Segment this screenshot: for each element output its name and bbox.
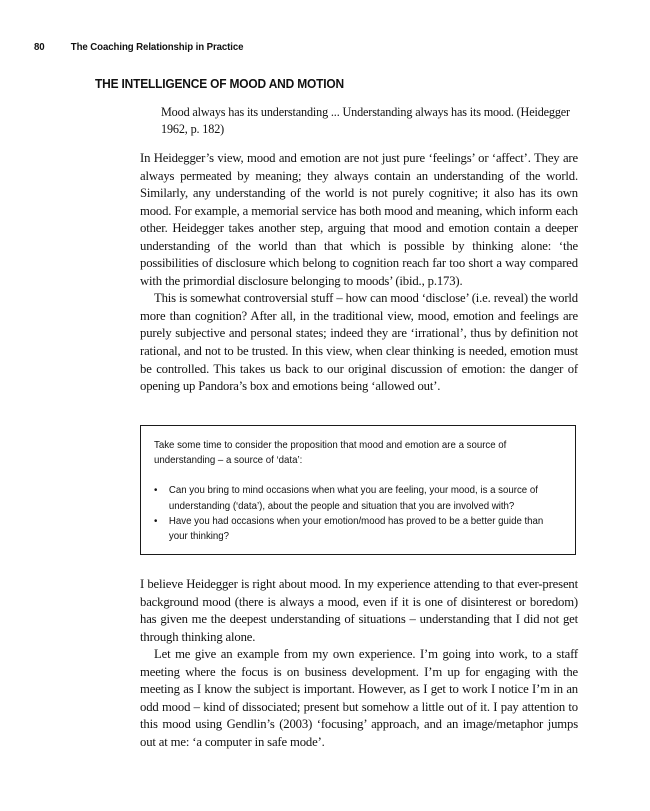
exercise-box — [140, 425, 576, 555]
section-heading: THE INTELLIGENCE OF MOOD AND MOTION — [95, 76, 344, 91]
body-text-after-box — [140, 576, 578, 751]
running-head-title: The Coaching Relationship in Practice — [70, 41, 244, 53]
paragraph-heidegger-view: In Heidegger’s view, mood and emotion are not just pure ‘feelings’ or ‘affect’. They are always permeated by meaning; they always contain an understanding of the world. Similarly, any understanding of the world is not purely cognitive; it also has its own mood. For example, a memorial service has both mood and meaning, which inform each other. Heidegger takes another step, arguing that mood and emotion contain a deeper understanding of the world than that which is possible by thinking alone: ‘the possibilities of disclosure which belong to cognition reach far too short a way compared with the primordial disclosure belonging to moods’ (ibid., p.173). — [140, 151, 578, 288]
paragraph-example: Let me give an example from my own experience. I’m going into work, to a staff meeting where the focus is on business development. I’m up for engaging with the meeting as I know the subject is important. However, as I get to work I notice I’m in an odd mood – kind of dissociated; present but somehow a little out of it. I pay attention to this mood using Gendlin’s (2003) ‘focusing’ approach, and an image/metaphor jumps out at me: ‘a computer in safe mode’. — [140, 647, 578, 749]
page-number: 80 — [34, 41, 45, 53]
exercise-bullet-list — [154, 483, 554, 544]
epigraph-text: Mood always has its understanding ... Understanding always has its mood. (Heidegger 1962, p. 182) — [161, 105, 570, 136]
running-head — [34, 41, 549, 53]
exercise-bullet-item — [154, 514, 554, 544]
exercise-intro: Take some time to consider the proposition that mood and emotion are a source of understanding – a source of ‘data’: — [154, 440, 507, 467]
paragraph-controversial: This is somewhat controversial stuff – how can mood ‘disclose’ (i.e. reveal) the world more than cognition? After all, in the traditional view, mood, emotion and feelings are purely subjective and personal states; indeed they are ‘irrational’, thus by definition not rational, and not to be trusted. In this view, when clear thinking is needed, emotion must be controlled. This takes us back to our original discussion of emotion: the danger of opening up Pandora’s box and emotions being ‘allowed out’. — [140, 291, 578, 394]
exercise-bullet-text: Can you bring to mind occasions when what you are feeling, your mood, is a source of understanding (‘data’), about the people and situation that you are involved with? — [168, 485, 538, 512]
bullet-icon: • — [154, 485, 158, 497]
body-text-before-box — [140, 150, 578, 396]
exercise-content — [154, 438, 554, 544]
epigraph-quote — [161, 104, 579, 137]
bullet-icon: • — [154, 515, 158, 527]
exercise-bullet-item — [154, 483, 554, 513]
paragraph-heidegger-right: I believe Heidegger is right about mood. In my experience attending to that ever-present background mood (there is always a mood, even if it is one of disinterest or boredom) has given me the deepest understanding of situations – understanding that I did not get through thinking alone. — [140, 577, 578, 644]
exercise-bullet-text: Have you had occasions when your emotion/mood has proved to be a better guide than your thinking? — [168, 515, 544, 543]
